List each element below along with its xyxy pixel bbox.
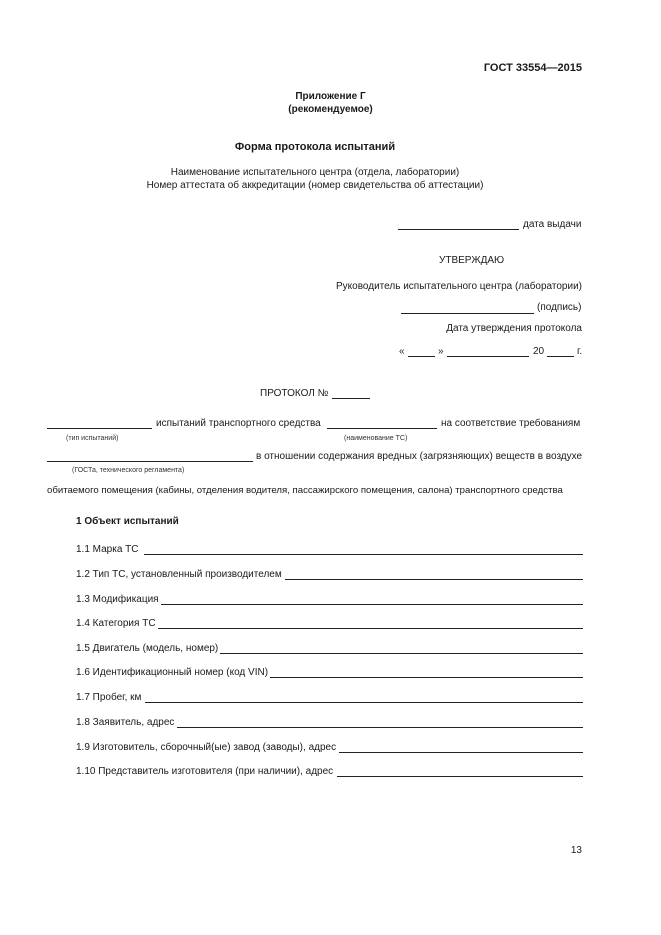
item-engine-field xyxy=(220,653,583,654)
quote-close: » xyxy=(438,346,444,357)
standard-number: ГОСТ 33554—2015 xyxy=(483,62,582,74)
item-category-field xyxy=(158,628,583,629)
year-prefix: 20 xyxy=(533,346,545,357)
item-vin-field xyxy=(270,677,583,678)
item-type-field xyxy=(285,579,583,580)
item-applicant-field xyxy=(177,727,583,728)
item-mileage-label: 1.7 Пробег, км xyxy=(76,692,142,703)
signature-field xyxy=(401,313,534,314)
page-number: 13 xyxy=(570,845,582,856)
certificate-number-line: Номер аттестата об аккредитации (номер свидетельства об аттестации) xyxy=(146,180,484,191)
approval-head: Руководитель испытательного центра (лаборатории) xyxy=(336,281,582,292)
item-type-label: 1.2 Тип ТС, установленный производителем xyxy=(76,569,282,580)
issue-date-field xyxy=(398,229,519,230)
item-engine-label: 1.5 Двигатель (модель, номер) xyxy=(76,643,219,654)
gost-field xyxy=(47,461,253,462)
protocol-row2-text: в отношении содержания вредных (загрязняющих) веществ в воздухе xyxy=(256,451,583,462)
form-title: Форма протокола испытаний xyxy=(234,141,396,153)
signature-label: (подпись) xyxy=(537,302,582,313)
protocol-row3-text: обитаемого помещения (кабины, отделения водителя, пассажирского помещения, салона) транспортного средства xyxy=(47,485,563,496)
center-name-line: Наименование испытательного центра (отдела, лаборатории) xyxy=(170,167,460,178)
item-manufacturer-field xyxy=(339,752,583,753)
hint-test-type: (тип испытаний) xyxy=(66,435,119,442)
protocol-row1-requirements: на соответствие требованиям xyxy=(441,418,581,429)
item-brand-label: 1.1 Марка ТС xyxy=(76,544,139,555)
protocol-row1-text: испытаний транспортного средства xyxy=(156,418,321,429)
section1-title: 1 Объект испытаний xyxy=(76,516,179,527)
issue-date-label: дата выдачи xyxy=(523,219,582,230)
protocol-number-field xyxy=(332,398,370,399)
item-representative-label: 1.10 Представитель изготовителя (при наличии), адрес xyxy=(76,766,334,777)
approval-day-field xyxy=(408,356,435,357)
approval-month-field xyxy=(447,356,529,357)
item-applicant-label: 1.8 Заявитель, адрес xyxy=(76,717,175,728)
hint-gost: (ГОСТа, технического регламента) xyxy=(72,467,185,474)
item-manufacturer-label: 1.9 Изготовитель, сборочный(ые) завод (заводы), адрес xyxy=(76,742,337,753)
vehicle-name-field xyxy=(327,428,437,429)
item-modification-field xyxy=(161,604,583,605)
item-modification-label: 1.3 Модификация xyxy=(76,594,159,605)
year-suffix: г. xyxy=(577,346,583,357)
approval-title: УТВЕРЖДАЮ xyxy=(439,255,505,266)
item-category-label: 1.4 Категория ТС xyxy=(76,618,156,629)
item-vin-label: 1.6 Идентификационный номер (код VIN) xyxy=(76,667,269,678)
item-brand-field xyxy=(144,554,583,555)
quote-open: « xyxy=(399,346,405,357)
approval-date-label: Дата утверждения протокола xyxy=(446,323,582,334)
protocol-label: ПРОТОКОЛ № xyxy=(260,388,329,399)
appendix-title: Приложение Г xyxy=(295,91,366,102)
appendix-subtitle: (рекомендуемое) xyxy=(288,104,373,115)
item-mileage-field xyxy=(145,702,583,703)
item-representative-field xyxy=(337,776,583,777)
test-type-field xyxy=(47,428,152,429)
approval-year-field xyxy=(547,356,574,357)
hint-vehicle-name: (наименование ТС) xyxy=(344,435,408,442)
